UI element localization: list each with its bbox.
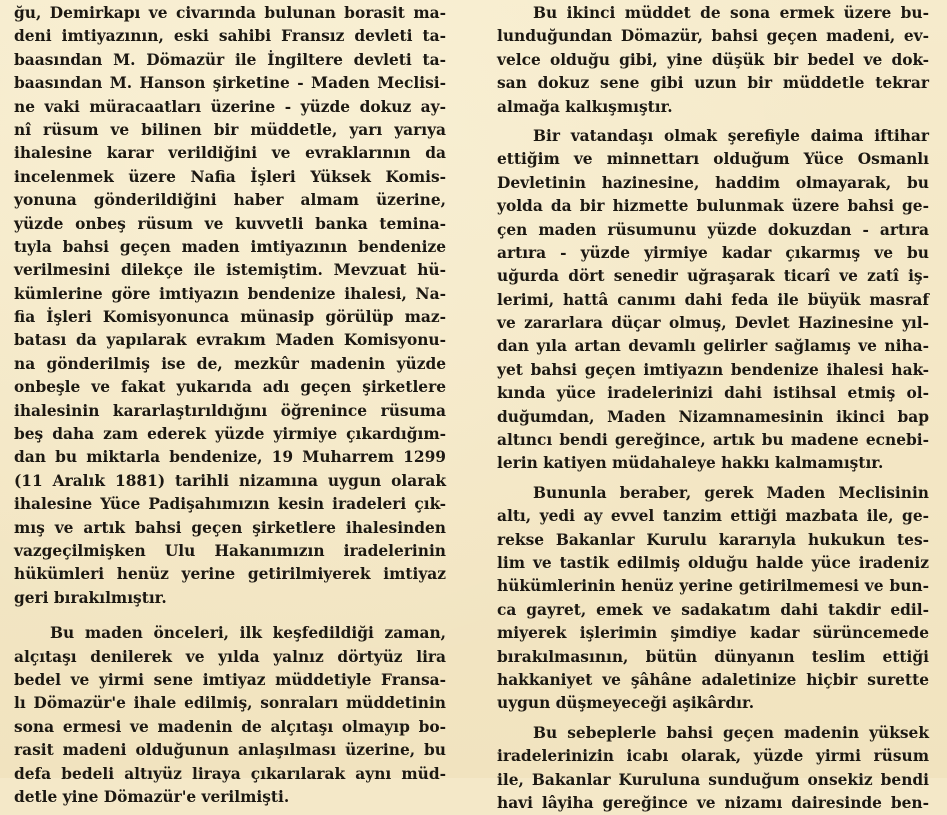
text-line: (11 Aralık 1881) tarihli nizamına uygun olarak <box>14 471 446 490</box>
text-line: deni imtiyazının, eski sahibi Fransız devleti ta- <box>14 27 446 46</box>
right-column <box>497 2 929 815</box>
text-line: ğu, Demirkapı ve civarında bulunan borasit ma- <box>14 4 446 22</box>
text-line: altı, yedi ay evvel tanzim ettiği mazbata ile, ge- <box>497 507 929 526</box>
text-line: baasından M. Hanson şirketine - Maden Meclisi- <box>14 74 446 93</box>
text-line: rasit madeni olduğunun anlaşılması üzerine, bu <box>14 741 446 760</box>
text-line: yet bahsi geçen imtiyazın bendenize ihalesi hak- <box>497 360 929 379</box>
text-line: hakkaniyet ve şâhâne adaletinize hiçbir surette <box>497 670 929 689</box>
left-column <box>14 2 446 809</box>
text-line: yolda da bir hizmette bulunmak üzere bahsi ge- <box>497 197 929 216</box>
text-line: çen maden rüsumunu yüzde dokuzdan - artıra <box>497 220 929 239</box>
text-line: lim ve tastik edilmiş olduğu halde yüce iradeniz <box>497 553 929 572</box>
text-line: mış ve artık bahsi geçen şirketlere ihalesinden <box>14 518 446 537</box>
text-line: yüzde onbeş rüsum ve kuvvetli banka temina- <box>14 214 446 233</box>
text-line: uygun düşmeyeceği aşikârdır. <box>497 694 755 713</box>
text-line: Bu maden önceleri, ilk keşfedildiği zaman, <box>50 624 446 643</box>
text-line: duğumdan, Maden Nizamnamesinin ikinci bap <box>497 407 929 426</box>
text-line: ve zararlara düçar olmuş, Devlet Hazinesine yıl- <box>497 314 929 333</box>
text-line: almağa kalkışmıştır. <box>497 97 673 116</box>
text-line: dan bu miktarla bendenize, 19 Muharrem 1299 <box>14 448 446 467</box>
text-line: onbeşle ve fakat yukarıda adı geçen şirketlere <box>14 378 446 397</box>
left-paragraph-1 <box>14 2 446 610</box>
text-line: ca gayret, emek ve sadakatım dahi takdir edil- <box>497 600 929 619</box>
text-line: Bir vatandaşı olmak şerefiyle daima iftihar <box>533 126 929 145</box>
text-line: yonuna gönderildiğini haber almam üzerine, <box>14 191 446 210</box>
text-line: dan yıla artan devamlı gelirler sağlamış ve niha- <box>497 337 929 356</box>
text-line: lerimi, hattâ canımı dahi feda ile büyük masraf <box>497 290 929 309</box>
text-line: Devletinin hazinesine, haddim olmayarak, bu <box>497 173 929 192</box>
text-line: uğurda dört senedir uğraşarak ticarî ve zatî iş- <box>497 267 929 286</box>
text-line: sona ermesi ve madenin de alçıtaşı olmayıp bo- <box>14 717 446 736</box>
text-line: tıyla bahsi geçen maden imtiyazının bendenize <box>14 237 446 256</box>
text-line: Bu ikinci müddet de sona ermek üzere bu- <box>533 4 929 22</box>
text-line: bedel ve yirmi sene imtiyaz müddetiyle Fransa- <box>14 670 446 689</box>
text-line: ne vaki müracaatları üzerine - yüzde dokuz ay- <box>14 97 446 116</box>
text-line: incelenmek üzere Nafia İşleri Yüksek Komis- <box>14 167 446 186</box>
text-line: lunduğundan Dömazür, bahsi geçen madeni, ev- <box>497 27 929 46</box>
text-line: havi lâyiha gereğince ve nizamı dairesinde ben- <box>497 793 929 812</box>
text-line: iradelerinizin icabı olarak, yüzde yirmi rüsum <box>497 747 929 766</box>
text-line: verilmesini dilekçe ile istemiştim. Mevzuat hü- <box>14 261 446 280</box>
text-line: kında yüce iradelerinizi dahi istihsal etmiş ol- <box>497 384 929 403</box>
text-line: kümlerine göre imtiyazın bendenize ihalesi, Na- <box>14 284 446 303</box>
text-line: ile, Bakanlar Kuruluna sunduğum onsekiz bendi <box>497 770 929 789</box>
text-line: ihalesinin kararlaştırıldığını öğrenince rüsuma <box>14 401 446 420</box>
text-line: altıncı bendi gereğince, artık bu madene ecnebi- <box>497 431 929 450</box>
text-line: lerin katiyen müdahaleye hakkı kalmamıştır. <box>497 454 884 473</box>
text-line: miyerek işlerimin şimdiye kadar sürüncemede <box>497 624 929 643</box>
text-line: na gönderilmiş ise de, mezkûr madenin yüzde <box>14 354 446 373</box>
right-paragraph-2 <box>497 125 929 476</box>
text-line: Bununla beraber, gerek Maden Meclisinin <box>533 483 929 502</box>
text-line: hükümleri henüz yerine getirilmiyerek imtiyaz <box>14 565 446 584</box>
text-line: batası da yapılarak evrakım Maden Komisyonu- <box>14 331 446 350</box>
text-line: baasından M. Dömazür ile İngiltere devleti ta- <box>14 50 446 69</box>
right-paragraph-1 <box>497 2 929 119</box>
text-line: vazgeçilmişken Ulu Hakanımızın iradelerinin <box>14 541 446 560</box>
text-line: nî rüsum ve bilinen bir müddetle, yarı yarıya <box>14 120 446 139</box>
text-line: detle yine Dömazür'e verilmişti. <box>14 787 290 806</box>
text-line: rekse Bakanlar Kurulu kararıyla hukukun tes- <box>497 530 929 549</box>
right-paragraph-4 <box>497 722 929 815</box>
text-line: defa bedeli altıyüz liraya çıkarılarak aynı müd- <box>14 764 446 783</box>
text-line: ettiğim ve minnettarı olduğum Yüce Osmanlı <box>497 150 929 169</box>
text-line: fia İşleri Komisyonunca münasip görülüp maz- <box>14 308 446 327</box>
left-paragraph-2 <box>14 622 446 809</box>
text-line: san dokuz sene gibi uzun bir müddetle tekrar <box>497 74 929 93</box>
right-paragraph-3 <box>497 482 929 716</box>
text-line: ihalesine Yüce Padişahımızın kesin iradeleri çık- <box>14 495 446 514</box>
text-line: lı Dömazür'e ihale edilmiş, sonraları müddetinin <box>14 694 446 713</box>
text-line: geri bırakılmıştır. <box>14 588 167 607</box>
text-line: bırakılmasının, bütün dünyanın teslim ettiği <box>497 647 929 666</box>
text-line: ihalesine karar verildiğini ve evraklarının da <box>14 144 446 163</box>
text-line: artıra - yüzde yirmiye kadar çıkarmış ve bu <box>497 243 929 262</box>
text-line: Bu sebeplerle bahsi geçen madenin yüksek <box>533 723 929 742</box>
text-line: beş daha zam ederek yüzde yirmiye çıkardığım- <box>14 425 446 444</box>
text-line: velce olduğu gibi, yine düşük bir bedel ve dok- <box>497 50 929 69</box>
text-line: alçıtaşı denilerek ve yılda yalnız dörtyüz lira <box>14 647 446 666</box>
text-line: hükümlerinin henüz yerine getirilmemesi ve bun- <box>497 577 929 596</box>
